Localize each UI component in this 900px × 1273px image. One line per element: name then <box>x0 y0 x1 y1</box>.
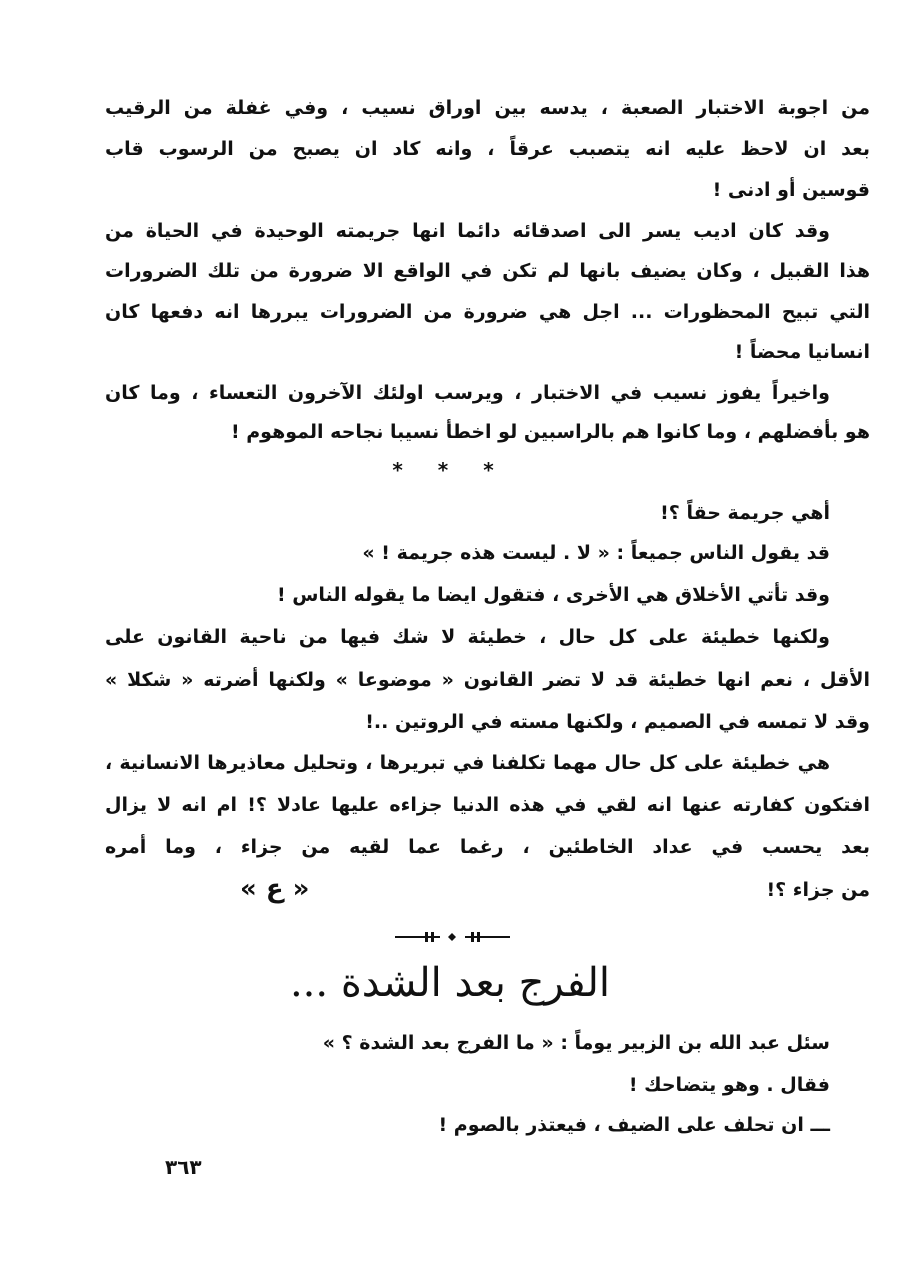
text-line: وقد كان اديب يسر الى اصدقائه دائما انها جريمته الوحيدة في الحياة من <box>105 220 830 242</box>
text-line: هو بأفضلهم ، وما كانوا هم بالراسبين لو اخطأ نسيبا نجاحه الموهوم ! <box>230 421 870 443</box>
text-line: ـــ ان تحلف على الضيف ، فيعتذر بالصوم ! <box>438 1114 830 1136</box>
text-line: افتكون كفارته عنها انه لقي في هذه الدنيا جزاءه عليها عادلا ؟! ام انه لا يزال <box>105 794 870 816</box>
section-separator: * * * <box>392 458 508 482</box>
text-line: هذا القبيل ، وكان يضيف بانها لم تكن في الواقع الا ضرورة من تلك الضرورات <box>105 260 870 282</box>
text-line: فقال . وهو يتضاحك ! <box>628 1074 830 1096</box>
text-line: الأقل ، نعم انها خطيئة قد لا تضر القانون « موضوعا » ولكنها أضرته « شكلا » <box>105 669 870 691</box>
text-line: التي تبيح المحظورات ... اجل هي ضرورة من الضرورات يبررها انه دفعها كان <box>105 301 870 323</box>
text-line: هي خطيئة على كل حال مهما تكلفنا في تبريرها ، وتحليل معاذيرها الانسانية ، <box>105 752 830 774</box>
text-line: وقد تأتي الأخلاق هي الأخرى ، فتقول ايضا ما يقوله الناس ! <box>276 584 830 606</box>
page-number: ٣٦٣ <box>165 1155 202 1179</box>
text-line: أهي جريمة حقاً ؟! <box>660 502 830 524</box>
section-title: الفرج بعد الشدة ... <box>289 960 611 1006</box>
ornamental-divider <box>395 930 510 944</box>
author-signature: « ع » <box>240 874 310 904</box>
text-line: ولكنها خطيئة على كل حال ، خطيئة لا شك فيها من ناحية القانون على <box>105 626 830 648</box>
text-line: قد يقول الناس جميعاً : « لا . ليست هذه جريمة ! » <box>362 542 830 564</box>
text-line: سئل عبد الله بن الزبير يوماً : « ما الفرج بعد الشدة ؟ » <box>322 1032 830 1054</box>
text-line: انسانيا محضاً ! <box>734 341 870 363</box>
text-line: بعد ان لاحظ عليه انه يتصبب عرقاً ، وانه كاد ان يصبح من الرسوب قاب <box>105 138 870 160</box>
text-line: وقد لا تمسه في الصميم ، ولكنها مسته في الروتين ..! <box>365 711 870 733</box>
text-line: واخيراً يفوز نسيب في الاختبار ، ويرسب اولئك الآخرون التعساء ، وما كان <box>105 382 830 404</box>
text-line: قوسين أو ادنى ! <box>712 179 870 201</box>
text-line: من اجوبة الاختبار الصعبة ، يدسه بين اوراق نسيب ، وفي غفلة من الرقيب <box>105 97 870 119</box>
text-line: من جزاء ؟! <box>766 879 870 901</box>
text-line: بعد يحسب في عداد الخاطئين ، رغما عما لقيه من جزاء ، وما أمره <box>105 836 870 858</box>
